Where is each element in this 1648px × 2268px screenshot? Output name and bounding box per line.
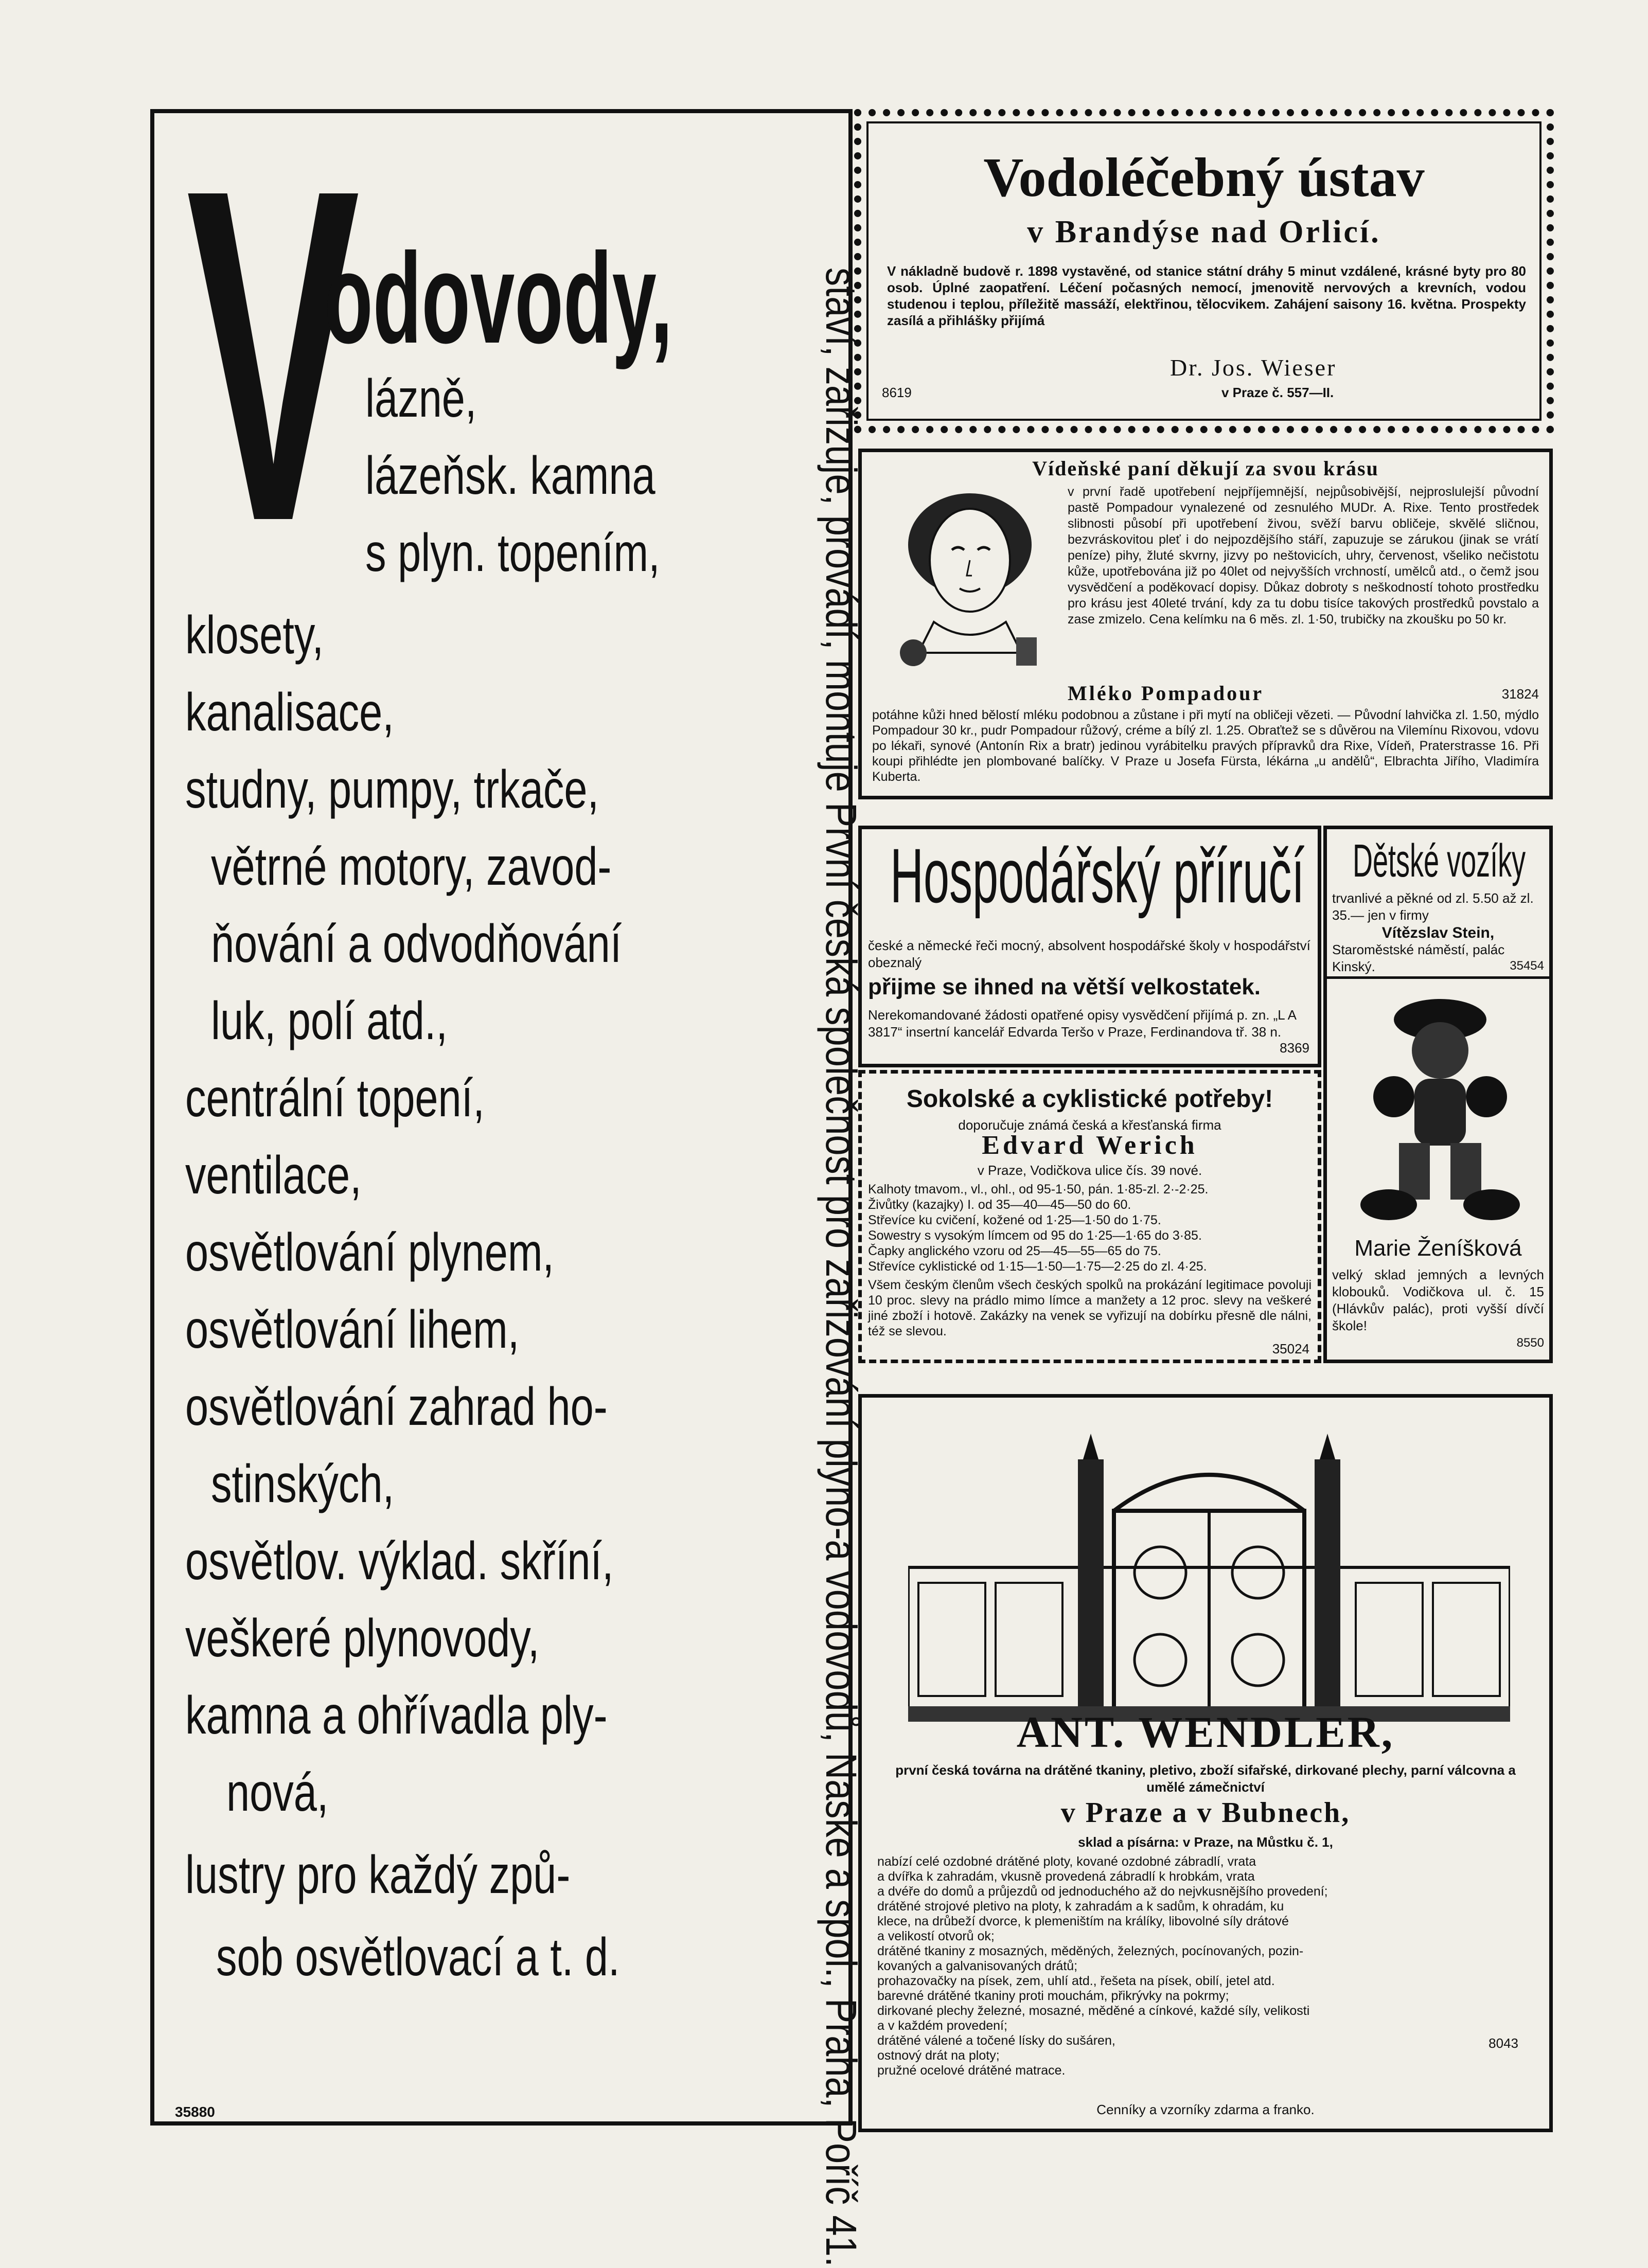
list-item: drátěné válené a točené lísky do sušáren, <box>877 2033 1115 2048</box>
list-item: klosety, <box>185 605 324 665</box>
list-item: Střevíce ku cvičení, kožené od 1·25—1·50 do 1·75. <box>868 1213 1161 1227</box>
ad-city: v Praze a v Bubnech, <box>1060 1797 1351 1829</box>
ad-subtitle: první česká továrna na drátěné tkaniny, pletivo, zboží sifařské, dirkované plechy, parní válcovna a umělé zámečnictví <box>895 1762 1516 1795</box>
list-item: a dvířka k zahradám, vkusně provedená zábradlí k hrobkám, vrata <box>877 1869 1255 1884</box>
list-item: a velikostí otvorů ok; <box>877 1929 995 1943</box>
ornamental-gate-illustration <box>908 1428 1510 1727</box>
ad-body-bottom: potáhne kůži hned bělostí mléku podobnou a zůstane i při mytí na obličeji vězeti. — Původní lahvička zl. 1.50, mýdlo Pompadour 30 kr., pudr Pompadour růžový, créme a bílý zl. 1.25. Obraťtež se s důvěrou na Vilemínu Rixovou, vdovu po lékaři, synové (Antonín Rix a bratr) jedinou vyrábitelku pravých přípravků dra Rixe, Vídeň, Praterstrasse 16. Při koupi přihlédte jen plombované balíčky. V Praze u Josefa Fürsta, lékárna „u andělů“, Elbrachta Jiřího, Vladimíra Kuberta. <box>872 708 1539 784</box>
ad-number: 35454 <box>1510 959 1544 973</box>
list-item: ňování a odvodňování <box>211 914 622 974</box>
list-item: větrné motory, zavod- <box>211 837 612 897</box>
woman-portrait-illustration <box>882 483 1057 673</box>
list-item: pružné ocelové drátěné matrace. <box>877 2063 1066 2078</box>
vodolecebny-ustav-ad <box>854 109 1554 433</box>
ad-title: ANT. WENDLER, <box>1016 1707 1395 1757</box>
list-item: osvětlov. výklad. skříní, <box>185 1531 614 1591</box>
list-item: prohazovačky na písek, zem, uhlí atd., řešeta na písek, obilí, jetel atd. <box>877 1974 1275 1988</box>
ad-title: Sokolské a cyklistické potřeby! <box>906 1085 1273 1113</box>
ad-line-3: Nerekomandované žádosti opatřené opisy vysvědčení přijímá p. zn. „L A 3817“ insertní kancelář Edvarda Teršo v Praze, Ferdinandova tř. 38 n. <box>868 1007 1296 1040</box>
list-item: osvětlování lihem, <box>185 1300 520 1360</box>
list-item: osvětlování zahrad ho- <box>185 1377 608 1437</box>
list-item: Střevíce cyklistické od 1·15—1·50—1·75—2·25 do zl. 4·25. <box>868 1259 1207 1274</box>
ad-number: 8550 <box>1516 1336 1544 1350</box>
list-item: nabízí celé ozdobné drátěné ploty, kované ozdobné zábradlí, vrata <box>877 1854 1256 1869</box>
price-list <box>868 1182 1312 1274</box>
ad-text: trvanlivé a pěkné od zl. 5.50 až zl. 35.— jen v firmy <box>1332 890 1534 923</box>
headline: odovody, <box>324 226 673 370</box>
sokolske-potreby-ad <box>858 1070 1321 1363</box>
list-item: ventilace, <box>185 1146 362 1205</box>
ad-number: 8619 <box>882 385 912 400</box>
ad-footer: Všem českým členům všech českých spolků na prokázání legitimace povoluji 10 proc. slevy na prádlo mimo límce a manžety a 12 proc. slevy na veškeré jiné zboží i hotově. Zakázky na venek se vyřizují na dobírku přesně dle nálni, též se slevou. <box>868 1278 1312 1338</box>
ad-number: 31824 <box>1501 686 1539 702</box>
list-item: drátěné tkaniny z mosazných, měděných, železných, pocínovaných, pozin- <box>877 1944 1304 1958</box>
list-item: Živůtky (kazajky) I. od 35—40—45—50 do 60. <box>868 1198 1131 1212</box>
ad-text-2: velký sklad jemných a levných klobouků. Vodičkova ul. č. 15 (Hlávkův palác), proti vyšší dívčí škole! <box>1332 1267 1544 1333</box>
product-list <box>877 1854 1534 2078</box>
wendler-ad <box>858 1394 1553 2132</box>
ad-subtitle: v Brandýse nad Orlicí. <box>1027 215 1381 249</box>
list-item: studny, pumpy, trkače, <box>185 760 599 819</box>
detske-voziky-ad <box>1323 826 1553 1363</box>
list-item: barevné drátěné tkaniny proti mouchám, přikrývky na pokrmy; <box>877 1989 1229 2003</box>
list-item: dirkované plechy železné, mosazné, měděné a cínkové, každé síly, velikosti <box>877 2004 1310 2018</box>
ad-number: 35880 <box>175 2104 215 2120</box>
list-item: s plyn. topením, <box>365 523 660 583</box>
list-item: Sowestry s vysokým límcem od 95 do 1·25—1·65 do 3·85. <box>868 1228 1202 1243</box>
list-item: sob osvětlovací a t. d. <box>216 1927 620 1987</box>
big-letter-v: V <box>186 91 360 619</box>
list-item: luk, polí atd., <box>211 991 448 1051</box>
ad-title: Hospodářský příručí <box>890 832 1305 919</box>
list-item: kamna a ohřívadla ply- <box>185 1686 608 1745</box>
list-item: nová, <box>226 1763 329 1823</box>
firm-name: Edvard Werich <box>982 1131 1198 1160</box>
child-with-hat-illustration <box>1358 984 1522 1230</box>
list-item: ostnový drát na ploty; <box>877 2048 1000 2063</box>
firm-address: Staroměstské náměstí, palác Kinský. <box>1332 942 1505 974</box>
list-item: klece, na drůbeží dvorce, k plemeništím na králíky, libovolné síly drátové <box>877 1914 1289 1928</box>
ad-body: V nákladně budově r. 1898 vystavěné, od stanice státní dráhy 5 minut vzdálené, krásné byty pro 80 osob. Úplné zaopatření. Léčení počasných nemocí, jmenovitě nervových a krevních, vodou studenou i teplou, příležitě massáží, elektřinou, tělocvikem. Zahájení saisony 16. května. Prospekty zasílá a přihlášky přijímá <box>887 263 1526 328</box>
list-item: lázeňsk. kamna <box>365 446 655 506</box>
ad-number: 8369 <box>1280 1040 1309 1056</box>
hospodarsky-priruci-ad <box>858 826 1321 1067</box>
vertical-company-text: staví, zařizuje, provádí, montuje První česká společnost pro zařizování plyno-a vodovodů, Naske a spol., Praha, Poříč 41. <box>817 267 865 2267</box>
list-item: lázně, <box>365 369 477 428</box>
list-item: centrální topení, <box>185 1068 485 1128</box>
pompadour-ad <box>858 449 1553 799</box>
list-item: Kalhoty tmavom., vl., ohl., od 95-1·50, pán. 1·85-zl. 2·-2·25. <box>868 1182 1209 1196</box>
address: v Praze č. 557—II. <box>1221 385 1334 400</box>
list-item: a dvéře do domů a průjezdů od jednoduchého až do nejvkusnějšího provedení; <box>877 1884 1328 1899</box>
ad-body-top: v první řadě upotřebení nejpříjemnější, nejpůsobivější, nejproslulejší původní pastě Pompadour vynalezené od zesnulého MUDr. A. Rixe. Tento prostředek slibnosti působí při upotřebení živou, svěží barvu obličeje, skvělé sličnou, bezvráskovitou pleť i do nejpozdějšího stáří, zapuzuje se zárukou (jinak se vrátí peníze) pihy, žluté skvrny, jizvy po neštovicích, uhry, červenost, všeliko nečistotu kůže, upotřebována již po 40let od nejvyšších vrchností, umělců atd., o čemž jsou vysvědčení a poděkovací dopisy. Důkaz dobroty s neškodností tohoto prostředku pro krásu jest 40leté trvání, kdy za tu dobu tisíce takových prostředků povstalo a zase zmizelo. Cena kelímku na 6 měs. zl. 1·50, trubičky na zkoušku po 50 kr. <box>1068 485 1539 627</box>
ad-number: 35024 <box>1272 1341 1309 1356</box>
product-name: Mléko Pompadour <box>1068 682 1264 705</box>
list-item: lustry pro každý způ- <box>185 1845 571 1905</box>
list-item: Čapky anglického vzoru od 25—45—55—65 do 75. <box>868 1244 1161 1258</box>
divider <box>1327 976 1549 979</box>
ad-title: Vodoléčebný ústav <box>983 147 1425 208</box>
list-item: stinských, <box>211 1454 395 1514</box>
list-item: drátěné strojové pletivo na ploty, k zahradám a k sadům, k ohradám, ku <box>877 1899 1284 1914</box>
ad-line-1: české a německé řeči mocný, absolvent hospodářské školy v hospodářství obeznalý <box>868 938 1310 970</box>
warehouse-address: sklad a písárna: v Praze, na Můstku č. 1, <box>1078 1834 1333 1850</box>
firm-address: v Praze, Vodičkova ulice čís. 39 nové. <box>977 1163 1202 1178</box>
ad-footer: Cenníky a vzorníky zdarma a franko. <box>1096 2102 1315 2117</box>
ad-number: 8043 <box>1488 2035 1518 2051</box>
ad-title: Vídeňské paní děkují za svou krásu <box>1032 457 1379 480</box>
shop-name: Marie Ženíšková <box>1354 1236 1522 1261</box>
firm-name: Vítězslav Stein, <box>1381 924 1495 941</box>
list-item: kovaných a galvanisovaných drátů; <box>877 1959 1078 1973</box>
list-item: a v každém provedení; <box>877 2019 1007 2033</box>
signature: Dr. Jos. Wieser <box>1170 354 1337 381</box>
ad-intro: doporučuje známá česká a křesťanská firma <box>958 1117 1221 1133</box>
list-item: veškeré plynovody, <box>185 1609 540 1668</box>
vodovody-advertisement <box>150 91 865 2267</box>
ad-line-2: přijme se ihned na větší velkostatek. <box>868 974 1261 999</box>
list-item: kanalisace, <box>185 683 394 742</box>
ad-title: Dětské vozíky <box>1353 835 1526 887</box>
list-item: osvětlování plynem, <box>185 1223 554 1282</box>
